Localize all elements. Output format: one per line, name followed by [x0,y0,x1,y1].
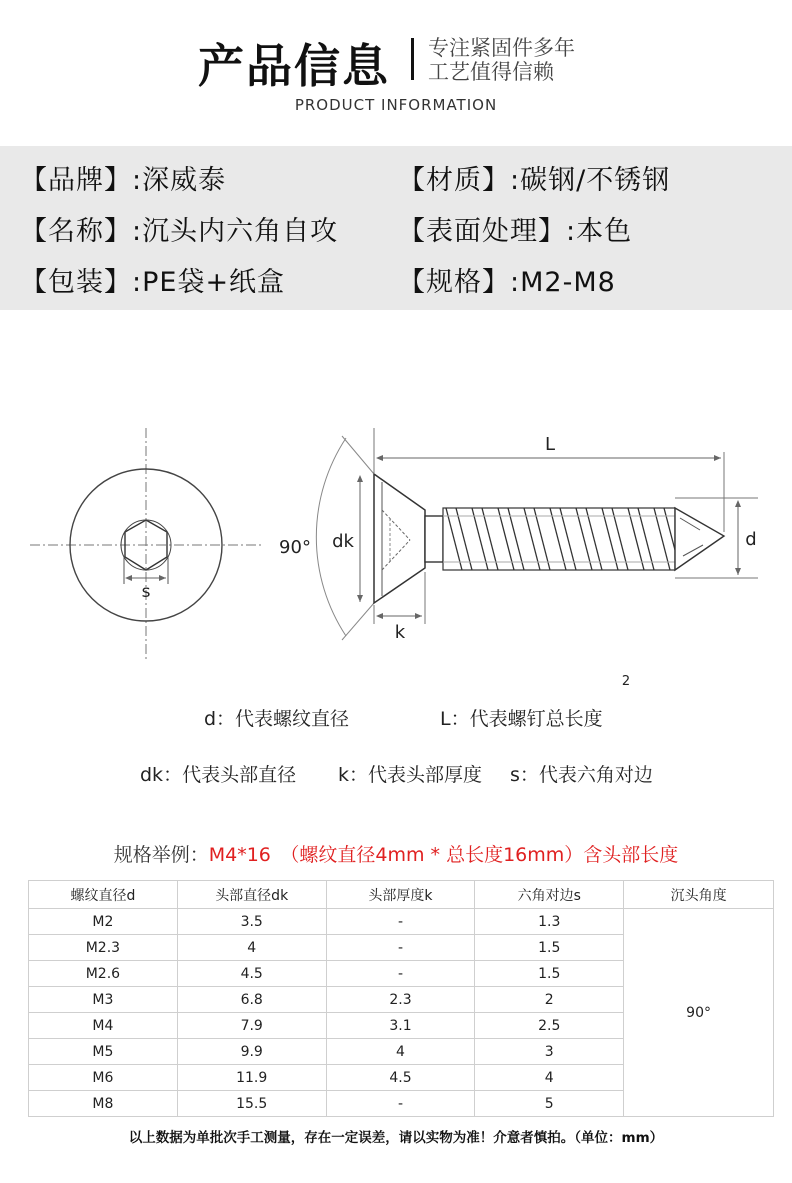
table-header-row [29,881,774,909]
cell-k: - [326,1091,475,1117]
label-L: L [544,434,556,455]
cell-angle: 90° [624,909,774,1117]
cell-k: - [326,935,475,961]
cell-d: M2 [29,909,178,935]
cell-d: M2.6 [29,961,178,987]
slogan-line-2: 工艺值得信赖 [428,60,554,84]
disclaimer-note: 以上数据为单批次手工测量，存在一定误差，请以实物为准！介意者慎拍。（单位：mm） [128,1130,664,1146]
header-hex-width: 六角对边s [475,881,624,909]
info-material: 【材质】:碳钢/不锈钢 [398,165,671,196]
cell-dk: 6.8 [177,987,326,1013]
cell-s: 1.5 [475,961,624,987]
header [0,0,792,140]
header-thread-diameter: 螺纹直径d [29,881,178,909]
product-info-panel [0,146,792,310]
slogan-line-1: 专注紧固件多年 [428,36,575,60]
label-d: d [745,529,757,550]
header-countersink-angle: 沉头角度 [624,881,774,909]
page-title: 产品信息 [198,39,390,93]
cell-d: M5 [29,1039,178,1065]
label-90-degree: 90° [279,537,311,558]
cell-d: M3 [29,987,178,1013]
cell-k: 4 [326,1039,475,1065]
cell-dk: 15.5 [177,1091,326,1117]
example-value: M4*16 （螺纹直径4mm * 总长度16mm）含头部长度 [208,844,679,866]
cell-s: 1.5 [475,935,624,961]
cell-s: 5 [475,1091,624,1117]
cell-dk: 4 [177,935,326,961]
screw-side-view [279,428,758,643]
example-label: 规格举例： [113,844,209,866]
spec-example [0,840,792,867]
cell-dk: 3.5 [177,909,326,935]
label-2: 2 [621,674,631,689]
label-k: k [394,622,406,643]
title-slogan [428,36,575,84]
legend-L: L：代表螺钉总长度 [440,708,603,730]
cell-dk: 4.5 [177,961,326,987]
label-s: s [141,582,151,602]
info-spec: 【规格】:M2-M8 [398,267,616,298]
spec-table [28,880,774,1117]
legend-d: d：代表螺纹直径 [204,708,350,730]
cell-d: M2.3 [29,935,178,961]
cell-s: 3 [475,1039,624,1065]
cell-dk: 7.9 [177,1013,326,1039]
cell-d: M4 [29,1013,178,1039]
cell-d: M6 [29,1065,178,1091]
info-brand: 【品牌】:深威泰 [20,165,227,196]
cell-s: 2 [475,987,624,1013]
legend-s: s：代表六角对边 [510,764,653,786]
cell-k: 4.5 [326,1065,475,1091]
info-surface: 【表面处理】:本色 [398,216,633,247]
cell-k: 2.3 [326,987,475,1013]
cell-dk: 9.9 [177,1039,326,1065]
header-head-diameter: 头部直径dk [177,881,326,909]
title-divider [411,38,414,80]
screw-diagram [0,410,792,700]
info-name: 【名称】:沉头内六角自攻 [20,216,339,247]
cell-k: - [326,909,475,935]
cell-d: M8 [29,1091,178,1117]
info-package: 【包装】:PE袋+纸盒 [20,267,286,298]
cell-k: - [326,961,475,987]
cell-s: 4 [475,1065,624,1091]
title-english: PRODUCT INFORMATION [294,96,498,114]
cell-s: 1.3 [475,909,624,935]
label-dk: dk [332,531,354,552]
legend-k: k：代表头部厚度 [338,764,483,786]
head-top-view [30,428,262,662]
header-head-thickness: 头部厚度k [326,881,475,909]
table-row [29,909,774,935]
legend-dk: dk：代表头部直径 [140,764,297,786]
cell-k: 3.1 [326,1013,475,1039]
cell-dk: 11.9 [177,1065,326,1091]
cell-s: 2.5 [475,1013,624,1039]
